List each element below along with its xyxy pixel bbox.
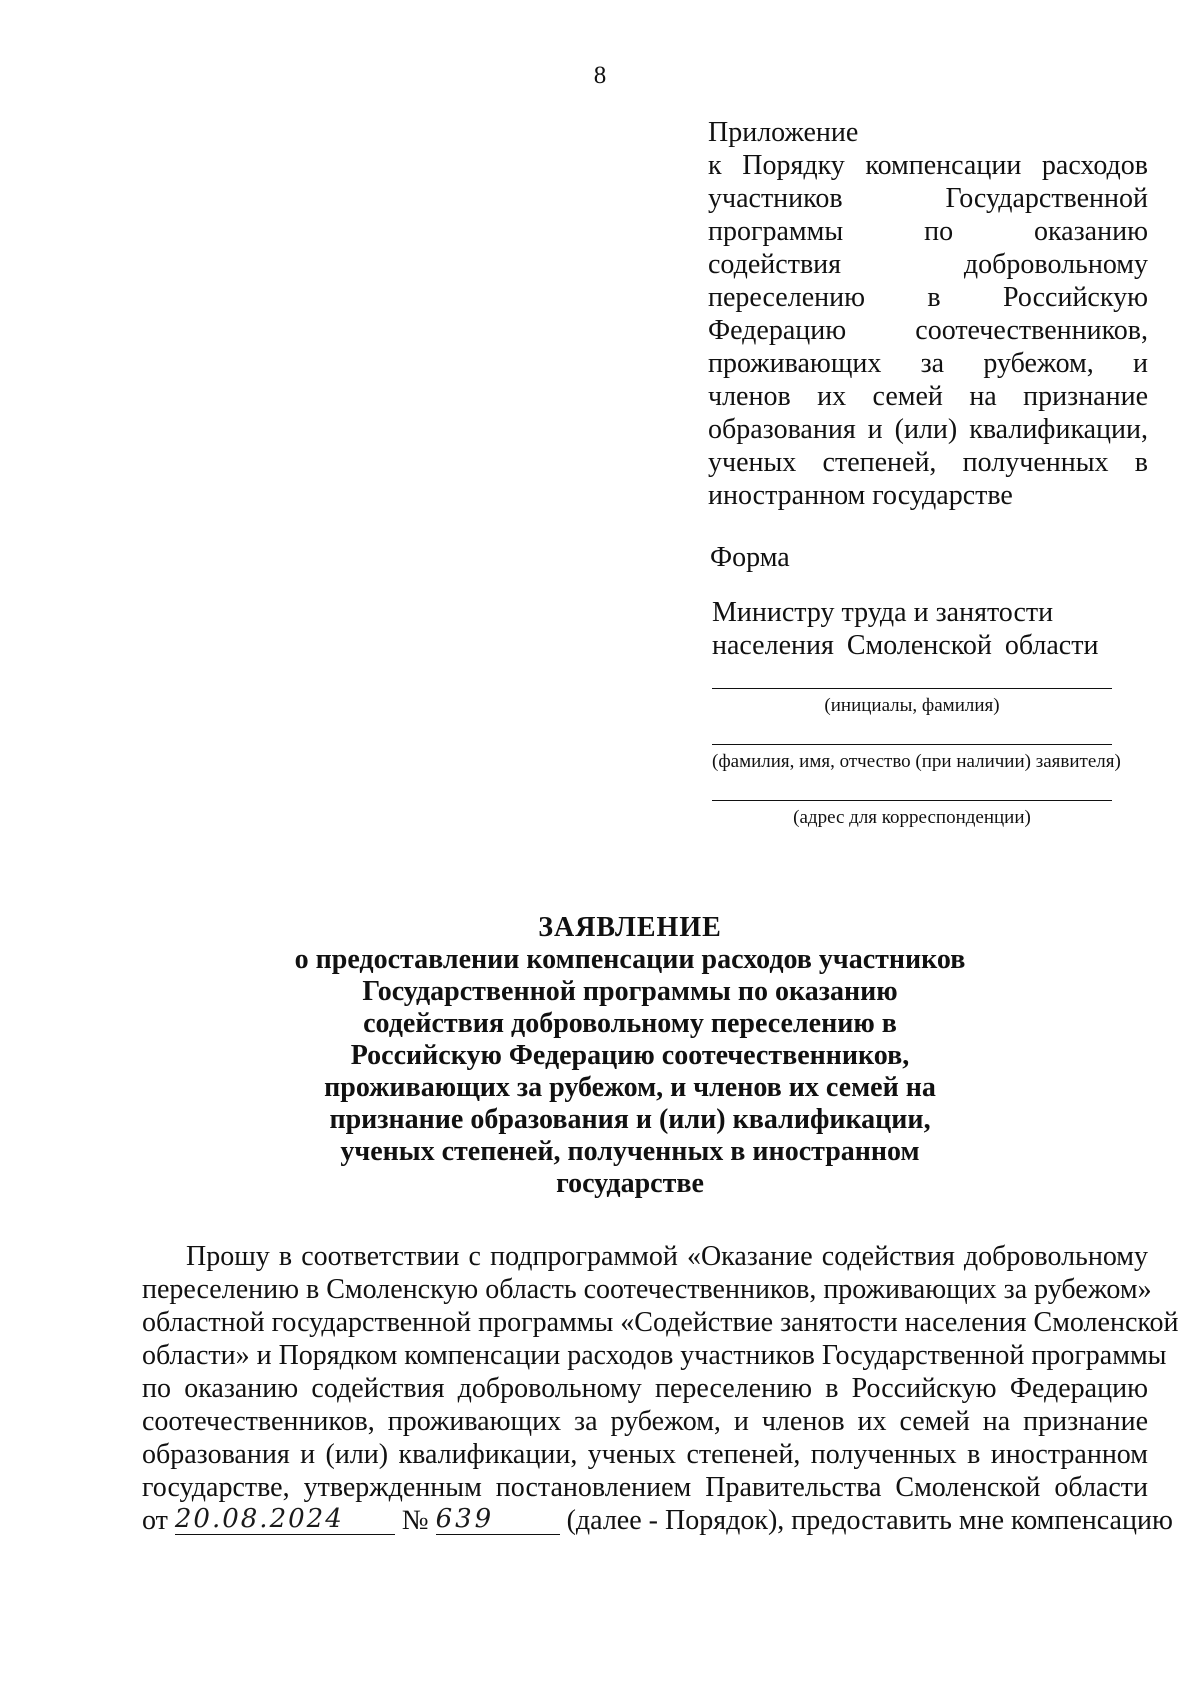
- annex-line: Приложение: [708, 117, 859, 148]
- annex-line: проживающих за рубежом, и: [708, 348, 1148, 379]
- title-heading: ЗАЯВЛЕНИЕ: [538, 912, 722, 943]
- body-line: по оказанию содействия добровольному переселению в Российскую Федерацию: [142, 1373, 1148, 1404]
- addressee-block: [712, 596, 1132, 662]
- title-line: признание образования и (или) квалификации,: [329, 1104, 931, 1135]
- body-line: области» и Порядком компенсации расходов участников Государственной программы: [142, 1340, 1167, 1371]
- body-line: областной государственной программы «Содействие занятости населения Смоленской: [142, 1307, 1179, 1338]
- number-sign: №: [401, 1505, 429, 1536]
- body-line: соотечественников, проживающих за рубежом, и членов их семей на признание: [142, 1406, 1148, 1437]
- annex-line: переселению в Российскую: [708, 282, 1148, 313]
- annex-line: образования и (или) квалификации,: [708, 414, 1148, 445]
- body-line: переселению в Смоленскую область соотечественников, проживающих за рубежом»: [142, 1274, 1152, 1305]
- title-line: ученых степеней, полученных в иностранном: [340, 1136, 920, 1167]
- date-prefix: от: [142, 1505, 168, 1536]
- signature-field-address: [712, 800, 1112, 829]
- body-line-with-handwriting: [142, 1504, 1173, 1537]
- annex-line: содействия добровольному: [708, 249, 1148, 280]
- title-line: о предоставлении компенсации расходов участников: [294, 944, 966, 975]
- signature-field-applicant: [712, 744, 1121, 773]
- annex-line: иностранном государстве: [708, 480, 1013, 511]
- addressee-line: Министру труда и занятости: [712, 597, 1054, 628]
- title-line: государстве: [556, 1168, 704, 1199]
- title-line: проживающих за рубежом, и членов их семей на: [324, 1072, 936, 1103]
- signature-line: [712, 800, 1112, 801]
- field-caption: (инициалы, фамилия): [824, 695, 1000, 716]
- annex-line: Федерацию соотечественников,: [708, 315, 1148, 346]
- title-line: Государственной программы по оказанию: [362, 976, 898, 1007]
- title-line: содействия добровольному переселению в: [363, 1008, 897, 1039]
- annex-block: [708, 116, 1148, 512]
- body-line-suffix: (далее - Порядок), предоставить мне компенсацию: [566, 1505, 1173, 1536]
- annex-line: к Порядку компенсации расходов: [708, 150, 1148, 181]
- form-label: Форма: [710, 542, 790, 573]
- body-line: образования и (или) квалификации, ученых степеней, полученных в иностранном: [142, 1439, 1148, 1470]
- handwritten-number: 639: [436, 1504, 560, 1535]
- annex-line: участников Государственной: [708, 183, 1148, 214]
- field-caption: (фамилия, имя, отчество (при наличии) заявителя): [712, 751, 1121, 772]
- annex-line: членов их семей на признание: [708, 381, 1148, 412]
- annex-line: ученых степеней, полученных в: [708, 447, 1148, 478]
- signature-line: [712, 688, 1112, 689]
- page-number: 8: [593, 62, 607, 89]
- annex-line: программы по оказанию: [708, 216, 1148, 247]
- body-paragraph: [142, 1240, 1179, 1537]
- field-caption: (адрес для корреспонденции): [793, 807, 1031, 828]
- body-line: государстве, утвержденным постановлением Правительства Смоленской области: [142, 1472, 1148, 1503]
- signature-field-initials: [712, 688, 1112, 717]
- body-line: Прошу в соответствии с подпрограммой «Оказание содействия добровольному: [186, 1241, 1148, 1272]
- document-title: [250, 912, 1010, 1200]
- signature-line: [712, 744, 1112, 745]
- title-line: Российскую Федерацию соотечественников,: [350, 1040, 910, 1071]
- addressee-line: населения Смоленской области: [712, 630, 1099, 661]
- handwritten-date: 20.08.2024: [175, 1504, 395, 1535]
